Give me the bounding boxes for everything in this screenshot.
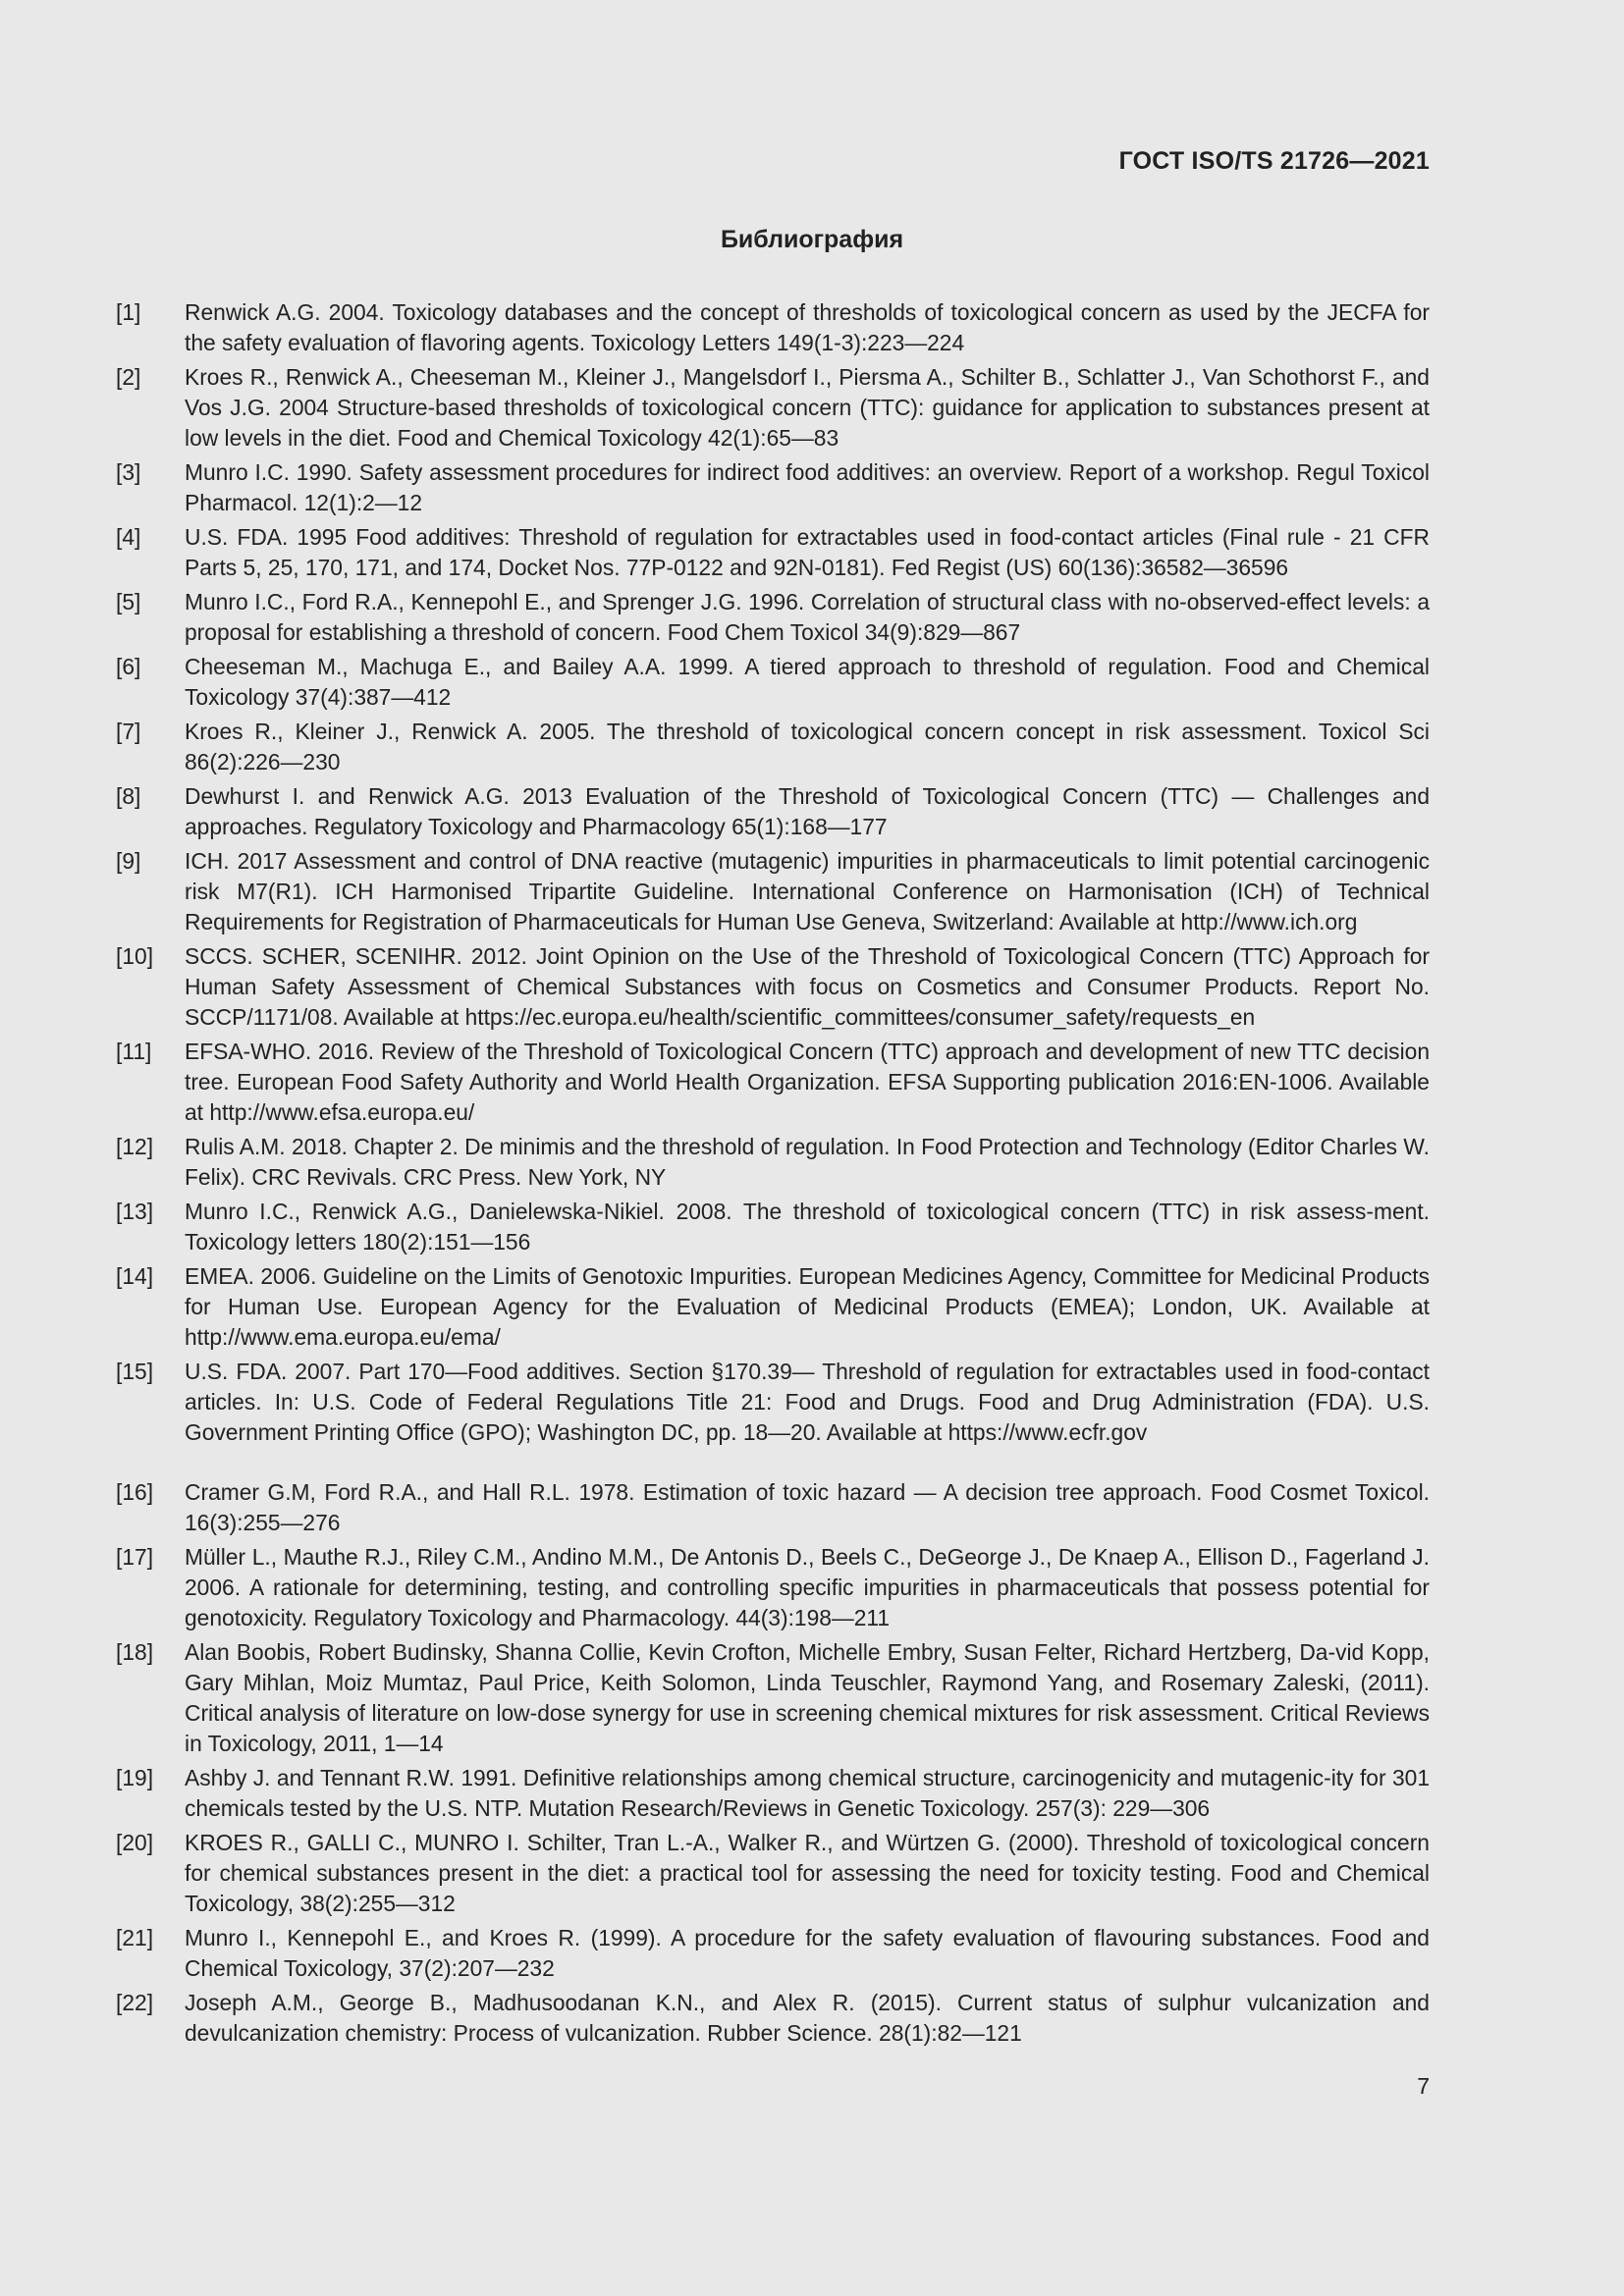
reference-text: Kroes R., Renwick A., Cheeseman M., Kleiner J., Mangelsdorf I., Piersma A., Schilter B., Schlatter J., Van Schothorst F., and Vos J.G. 2004 Structure-based thresholds of toxicological concern (TTC): guidance for application to substances present at low levels in the diet. Food and Chemical Toxicology 42(1):65—83 [185,364,1430,451]
reference-number: [14] [116,1263,154,1289]
reference-number: [6] [116,654,141,679]
reference-text: Cheeseman M., Machuga E., and Bailey A.A. 1999. A tiered approach to threshold of regulation. Food and Chemical Toxicology 37(4):387—412 [185,654,1430,710]
reference-text: EFSA-WHO. 2016. Review of the Threshold of Toxicological Concern (TTC) approach and development of new TTC decision tree. European Food Safety Authority and World Health Organization. EFSA Supporting publication 2016:EN-1006. Available at http://www.efsa.europa.eu/ [185,1039,1430,1125]
reference-text: Rulis A.M. 2018. Chapter 2. De minimis and the threshold of regulation. In Food Protection and Technology (Editor Charles W. Felix). CRC Revivals. CRC Press. New York, NY [185,1134,1431,1190]
reference-text: U.S. FDA. 1995 Food additives: Threshold of regulation for extractables used in food-contact articles (Final rule - 21 CFR Parts 5, 25, 170, 171, and 174, Docket Nos. 77P-0122 and 92N-0181). Fed Regist (US) 60(136):36582—36596 [185,524,1430,580]
reference-item [116,1988,1430,2049]
reference-item [116,1037,1430,1128]
reference-item [116,781,1430,842]
reference-text: Munro I.C., Renwick A.G., Danielewska-Nikiel. 2008. The threshold of toxicological concern (TTC) in risk assess-ment. Toxicology letters 180(2):151—156 [185,1199,1430,1255]
reference-text: Alan Boobis, Robert Budinsky, Shanna Collie, Kevin Crofton, Michelle Embry, Susan Felter, Richard Hertzberg, Da-vid Kopp, Gary Mihlan, Moiz Mumtaz, Paul Price, Keith Solomon, Linda Teuschler, Raymond Yang, and Rosemary Zaleski, (2011). Critical analysis of literature on low-dose synergy for use in screening chemical mixtures for risk assessment. Critical Reviews in Toxicology, 2011, 1—14 [185,1639,1430,1756]
reference-item [116,846,1430,937]
reference-text: Ashby J. and Tennant R.W. 1991. Definitive relationships among chemical structure, carcinogenicity and mutagenic-ity for 301 chemicals tested by the U.S. NTP. Mutation Research/Reviews in Genetic Toxicology. 257(3): 229—306 [185,1765,1430,1821]
reference-number: [17] [116,1544,154,1570]
reference-item [116,457,1430,518]
reference-item [116,1763,1430,1824]
reference-item [116,522,1430,583]
reference-text: Munro I., Kennepohl E., and Kroes R. (1999). A procedure for the safety evaluation of flavouring substances. Food and Chemical Toxicology, 37(2):207—232 [185,1925,1430,1981]
reference-number: [8] [116,783,141,809]
reference-text: Cramer G.M, Ford R.A., and Hall R.L. 1978. Estimation of toxic hazard — A decision tree approach. Food Cosmet Toxicol. 16(3):255—276 [185,1479,1430,1535]
reference-text: KROES R., GALLI C., MUNRO I. Schilter, Tran L.-A., Walker R., and Würtzen G. (2000). Threshold of toxicological concern for chemical substances present in the diet: a practical tool for assessing the need for toxicity testing. Food and Chemical Toxicology, 38(2):255—312 [185,1830,1430,1916]
reference-number: [11] [116,1039,152,1064]
reference-item [116,717,1430,777]
reference-item [116,1542,1430,1633]
reference-text: SCCS. SCHER, SCENIHR. 2012. Joint Opinion on the Use of the Threshold of Toxicological Concern (TTC) Approach for Human Safety Assessment of Chemical Substances with focus on Cosmetics and Consumer Products. Report No. SCCP/1171/08. Available at https://ec.europa.eu/health/scientific_committees/consumer_safety/requests_en [185,943,1430,1030]
reference-number: [10] [116,943,154,969]
reference-text: Renwick A.G. 2004. Toxicology databases and the concept of thresholds of toxicological concern as used by the JECFA for the safety evaluation of flavoring agents. Toxicology Letters 149(1-3):223—224 [185,299,1430,355]
reference-number: [22] [116,1990,154,2015]
reference-number: [1] [116,299,141,325]
reference-number: [4] [116,524,141,550]
reference-number: [12] [116,1134,154,1159]
reference-number: [18] [116,1639,154,1665]
reference-item [116,1828,1430,1919]
reference-item [116,362,1430,454]
bibliography-list [116,297,1430,2053]
reference-number: [16] [116,1479,154,1505]
reference-number: [15] [116,1359,154,1384]
reference-number: [19] [116,1765,154,1790]
reference-number: [21] [116,1925,154,1950]
reference-item [116,1477,1430,1538]
reference-text: Dewhurst I. and Renwick A.G. 2013 Evaluation of the Threshold of Toxicological Concern (TTC) — Challenges and approaches. Regulatory Toxicology and Pharmacology 65(1):168—177 [185,783,1430,839]
reference-item [116,1261,1430,1353]
reference-item [116,1197,1430,1257]
reference-text: ICH. 2017 Assessment and control of DNA reactive (mutagenic) impurities in pharmaceuticals to limit potential carcinogenic risk M7(R1). ICH Harmonised Tripartite Guideline. International Conference on Harmonisation (ICH) of Technical Requirements for Registration of Pharmaceuticals for Human Use Geneva, Switzerland: Available at http://www.ich.org [185,848,1430,934]
reference-item [116,1357,1430,1448]
reference-text: Joseph A.M., George B., Madhusoodanan K.N., and Alex R. (2015). Current status of sulphur vulcanization and devulcanization chemistry: Process of vulcanization. Rubber Science. 28(1):82—121 [185,1990,1430,2046]
reference-item [116,1132,1430,1193]
reference-text: EMEA. 2006. Guideline on the Limits of Genotoxic Impurities. European Medicines Agency, Committee for Medicinal Products for Human Use. European Agency for the Evaluation of Medicinal Products (EMEA); London, UK. Available at http://www.ema.europa.eu/ema/ [185,1263,1430,1350]
reference-item [116,297,1430,358]
reference-item [116,941,1430,1033]
reference-item [116,587,1430,648]
reference-number: [5] [116,589,141,614]
reference-text: Kroes R., Kleiner J., Renwick A. 2005. The threshold of toxicological concern concept in risk assessment. Toxicol Sci 86(2):226—230 [185,719,1430,774]
reference-number: [3] [116,459,141,485]
reference-text: U.S. FDA. 2007. Part 170—Food additives. Section §170.39— Threshold of regulation for extractables used in food-contact articles. In: U.S. Code of Federal Regulations Title 21: Food and Drugs. Food and Drug Administration (FDA). U.S. Government Printing Office (GPO); Washington DC, pp. 18—20. Available at https://www.ecfr.gov [185,1359,1430,1445]
reference-item [116,1923,1430,1984]
reference-number: [20] [116,1830,154,1855]
page-number: 7 [1417,2073,1430,2099]
reference-item [116,1637,1430,1759]
reference-text: Müller L., Mauthe R.J., Riley C.M., Andino M.M., De Antonis D., Beels C., DeGeorge J., De Knaep A., Ellison D., Fagerland J. 2006. A rationale for determining, testing, and controlling specific impurities in pharmaceuticals that possess potential for genotoxicity. Regulatory Toxicology and Pharmacology. 44(3):198—211 [185,1544,1430,1630]
reference-text: Munro I.C. 1990. Safety assessment procedures for indirect food additives: an overview. Report of a workshop. Regul Toxicol Pharmacol. 12(1):2—12 [185,459,1430,515]
reference-number: [2] [116,364,141,390]
page-title: Библиография [720,226,904,253]
reference-number: [7] [116,719,141,744]
document-standard-header: ГОСТ ISO/TS 21726—2021 [1118,147,1430,175]
reference-number: [13] [116,1199,154,1224]
reference-item [116,652,1430,713]
reference-number: [9] [116,848,141,874]
reference-text: Munro I.C., Ford R.A., Kennepohl E., and Sprenger J.G. 1996. Correlation of structural class with no-observed-effect levels: a proposal for establishing a threshold of concern. Food Chem Toxicol 34(9):829—867 [185,589,1430,645]
